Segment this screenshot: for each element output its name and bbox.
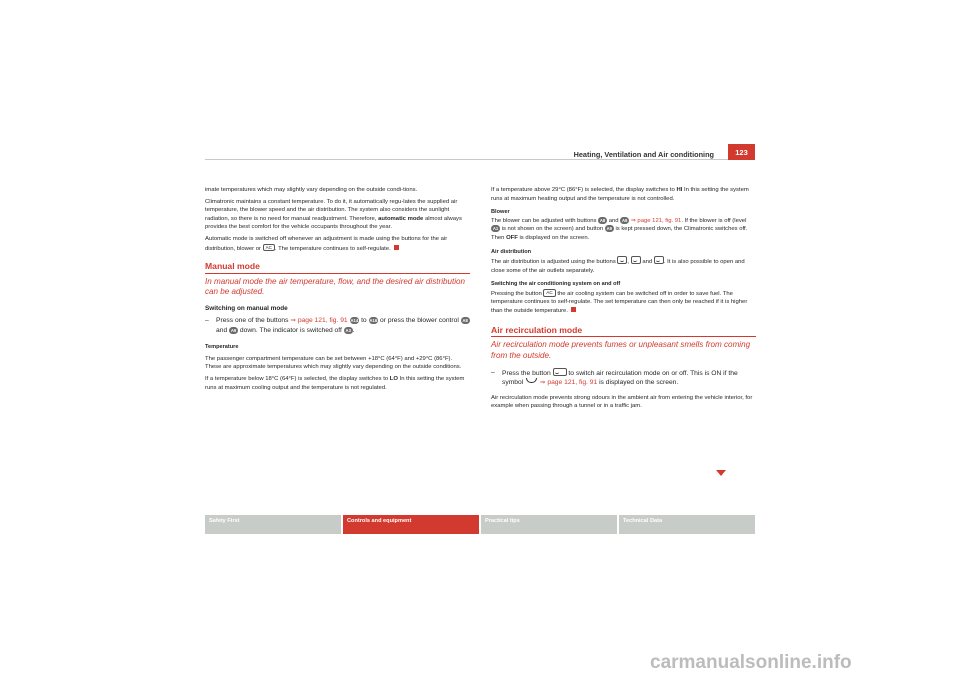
footer-tab-practical-tips[interactable]: Practical tips (481, 515, 617, 534)
instruction-item: – Press one of the buttons ⇒ page 121, fig. 91 A14 to A16 or press the blower control A8 and A9 down. The indicator is switched off A3 . (205, 316, 470, 335)
recirculation-symbol-icon (526, 378, 537, 383)
paragraph: imate temperatures which may slightly vary depending on the outside condi-tions. (205, 187, 418, 193)
callout-badge: A9 (230, 327, 237, 333)
instruction-item: – Press the button to switch air recirculation mode on or off. This is ON if the symbol ⇒ page 121, fig. 91 is displayed on the screen. (491, 368, 756, 388)
paragraph: Air recirculation mode prevents strong odours in the ambient air from entering the vehicle interior, for example when passing through a tunnel or in a traffic jam. (491, 394, 753, 410)
air-upper-body-icon (631, 256, 641, 264)
left-column (205, 186, 470, 395)
paragraph: The air distribution is adjusted using the buttons , and . It is also possible to open and close some of the air outlets separately. (491, 256, 756, 275)
callout-badge: A16 (369, 318, 378, 324)
continue-arrow-icon (716, 470, 726, 476)
recirculation-button-icon (553, 368, 567, 376)
chapter-title: Heating, Ventilation and Air conditioning (573, 150, 714, 159)
paragraph: Climatronic maintains a constant temperature. To do it, it automatically regu-lates the supplied air temperature, the blower speed and the air distribution. The system also considers the sunlight radiation, so there is no need for manual readjustment. Therefore, automatic mode almost always provides the best comfort for the vehicle occupants throughout the year. (205, 198, 462, 231)
subheading: Temperature (205, 344, 239, 351)
right-column (491, 186, 756, 414)
subheading: Switching the air conditioning system on and off (491, 281, 621, 288)
callout-badge: A1 (492, 226, 499, 232)
paragraph: Automatic mode is switched off whenever an adjustment is made using the buttons for the air distribution, blower or AC . The temperature continues to self-regulate. (205, 235, 448, 252)
callout-badge: A9 (622, 217, 628, 223)
air-windscreen-icon (617, 256, 627, 264)
paragraph: The passenger compartment temperature can be set between +18°C (64°F) and +29°C (86°F). These are approximate temperatures which may slightly vary depending on the outside conditions. (205, 355, 462, 371)
callout-badge: A14 (350, 318, 359, 324)
footer-tab-controls-and-equipment[interactable]: Controls and equipment (343, 515, 479, 534)
subheading: Air distribution (491, 248, 532, 255)
footer-tab-technical-data[interactable]: Technical Data (619, 515, 755, 534)
callout-badge: A3 (345, 327, 351, 333)
paragraph: The blower can be adjusted with buttons A8 and A9 ⇒ page 121, fig. 91. If the blower is off (level A1 is not shown on the screen) and button A9 is kept pressed down, the Climatronic switches off. Then OFF is displayed on the screen. (491, 217, 748, 241)
page-ref-link[interactable]: ⇒ page 121, fig. 91 (539, 379, 598, 387)
paragraph: Pressing the button AC the air cooling system can be switched off in order to save fuel. The temperature continues to self-regulate. The set temperature can then only be reached if it is higher than the outside temperature. (491, 289, 748, 314)
section-title: Air recirculation mode (491, 326, 756, 338)
footer-nav (205, 515, 755, 534)
callout-badge: A8 (599, 217, 606, 223)
callout-badge: A8 (462, 318, 468, 324)
section-subtitle: In manual mode the air temperature, flow, and the desired air distribution can be adjusted. (205, 276, 466, 297)
air-footwell-icon (654, 256, 664, 264)
section-subtitle: Air recirculation mode prevents fumes or unpleasant smells from coming from the outside. (491, 340, 751, 360)
page-ref-link[interactable]: ⇒ page 121, fig. 91 (290, 317, 348, 325)
page-number: 123 (728, 144, 755, 160)
paragraph: If a temperature above 29°C (86°F) is selected, the display switches to HI In this setting the system runs at maximum heating output and the temperature is not controlled. (491, 187, 749, 202)
section-end-icon (394, 245, 399, 250)
subheading: Switching on manual mode (205, 304, 288, 312)
ac-key-icon: AC (543, 289, 555, 297)
subheading: Blower (491, 209, 510, 216)
section-title: Manual mode (205, 262, 470, 274)
header-rule (205, 159, 728, 160)
ac-key-icon: AC (263, 244, 275, 252)
section-end-icon (571, 307, 576, 312)
paragraph: If a temperature below 18°C (64°F) is selected, the display switches to LO In this setting the system runs at maximum cooling output and the temperature is not regulated. (205, 375, 465, 391)
watermark: carmanualsonline.info (650, 652, 852, 673)
footer-tab-safety-first[interactable]: Safety First (205, 515, 341, 534)
page-ref-link[interactable]: ⇒ page 121, fig. 91 (630, 217, 682, 224)
callout-badge: A9 (606, 226, 612, 232)
